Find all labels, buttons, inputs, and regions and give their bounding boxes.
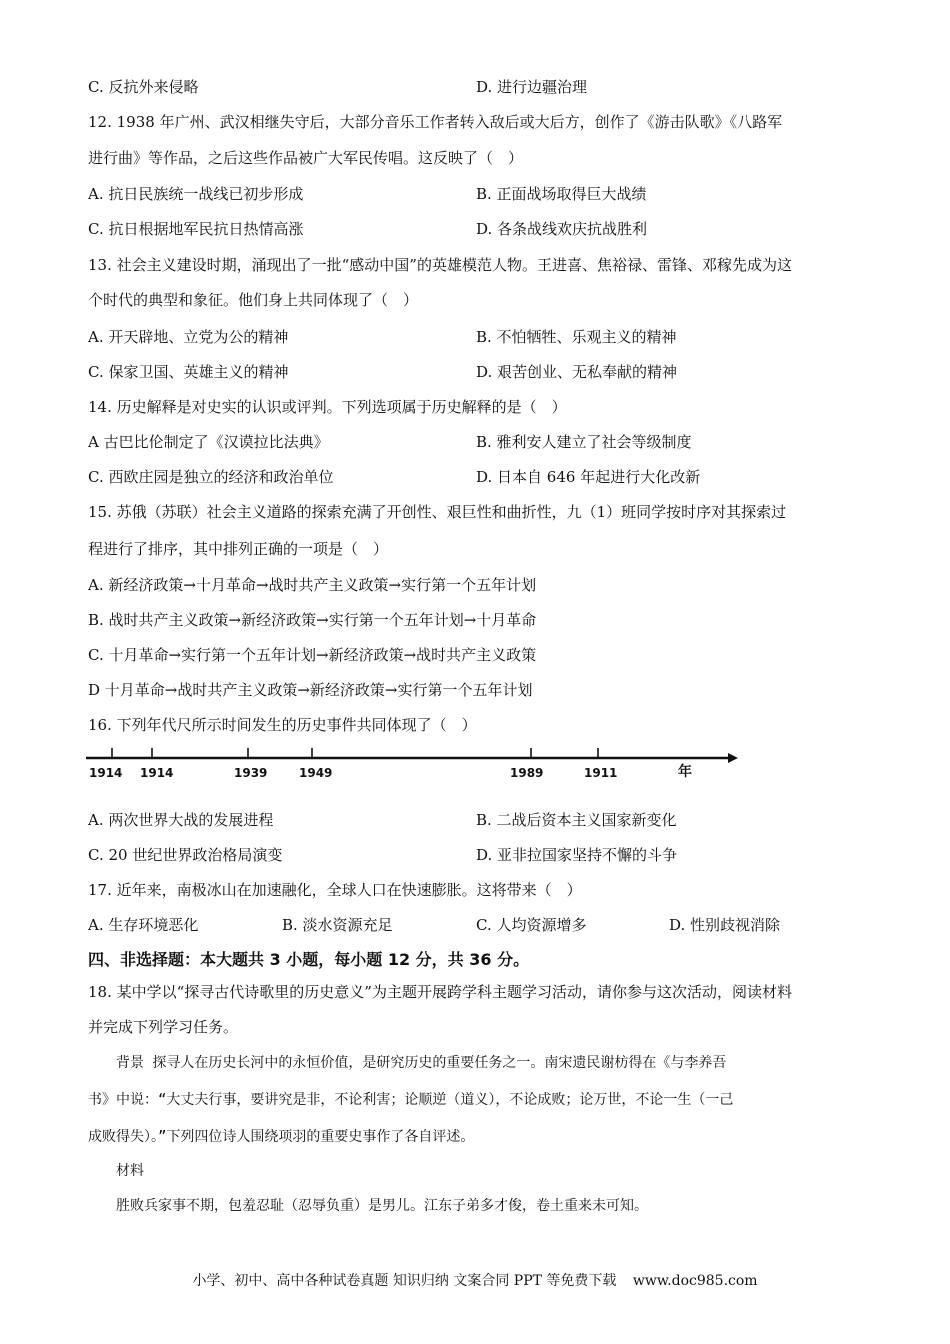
timeline-unit: 年 [678, 764, 692, 780]
q14-stem: 14. 历史解释是对史实的认识或评判。下列选项属于历史解释的是（ ） [88, 398, 567, 416]
q18-background-line3: 成败得失）。”下列四位诗人围绕项羽的重要史事作了各自评述。 [88, 1129, 475, 1145]
timeline-label: 1949 [299, 766, 333, 780]
q17-option-b: B. 淡水资源充足 [282, 916, 393, 934]
q16-option-a: A. 两次世界大战的发展进程 [88, 811, 274, 829]
q13-stem-line2: 个时代的典型和象征。他们身上共同体现了（ ） [88, 291, 419, 309]
timeline-arrow [728, 753, 738, 763]
q14-option-d: D. 日本自 646 年起进行大化改新 [476, 468, 701, 486]
q16-stem: 16. 下列年代尺所示时间发生的历史事件共同体现了（ ） [88, 716, 477, 734]
timeline-label: 1914 [89, 766, 123, 780]
q12-option-a: A. 抗日民族统一战线已初步形成 [88, 185, 304, 203]
q12-option-b: B. 正面战场取得巨大战绩 [476, 185, 647, 203]
footer-text: 小学、初中、高中各种试卷真题 知识归纳 文案合同 PPT 等免费下载 [192, 1273, 617, 1289]
footer-link[interactable]: www.doc985.com [632, 1273, 758, 1289]
q17-option-a: A. 生存环境恶化 [88, 916, 199, 934]
q14-option-b: B. 雅利安人建立了社会等级制度 [476, 433, 692, 451]
section-heading: 四、非选择题：本大题共 3 小题，每小题 12 分，共 36 分。 [88, 950, 530, 969]
q11-option-d: D. 进行边疆治理 [476, 78, 588, 96]
q18-material-label: 材料 [116, 1163, 144, 1179]
q13-option-d: D. 艰苦创业、无私奉献的精神 [476, 363, 678, 381]
q14-option-a: A 古巴比伦制定了《汉谟拉比法典》 [88, 433, 329, 451]
q13-stem-line1: 13. 社会主义建设时期，涌现出了一批“感动中国”的英雄模范人物。王进喜、焦裕禄、雷锋、邓稼先成为这 [88, 256, 792, 274]
q15-option-d: D 十月革命→战时共产主义政策→新经济政策→实行第一个五年计划 [88, 681, 533, 699]
q13-option-c: C. 保家卫国、英雄主义的精神 [88, 363, 289, 381]
timeline-label: 1914 [140, 766, 174, 780]
q16-option-d: D. 亚非拉国家坚持不懈的斗争 [476, 846, 678, 864]
timeline-label: 1939 [234, 766, 268, 780]
q18-poem: 胜败兵家事不期，包羞忍耻（忍辱负重）是男儿。江东子弟多才俊，卷土重来未可知。 [116, 1198, 648, 1214]
q13-option-b: B. 不怕牺牲、乐观主义的精神 [476, 328, 677, 346]
q12-stem-line2: 进行曲》等作品，之后这些作品被广大军民传唱。这反映了（ ） [88, 149, 524, 167]
q18-stem-line1: 18. 某中学以“探寻古代诗歌里的历史意义”为主题开展跨学科主题学习活动，请你参与这次活动，阅读材料 [88, 983, 792, 1001]
q16-option-c: C. 20 世纪世界政治格局演变 [88, 846, 283, 864]
timeline-label: 1911 [584, 766, 618, 780]
q18-stem-line2: 并完成下列学习任务。 [88, 1018, 239, 1036]
q15-option-a: A. 新经济政策→十月革命→战时共产主义政策→实行第一个五年计划 [88, 576, 537, 594]
q16-option-b: B. 二战后资本主义国家新变化 [476, 811, 677, 829]
q16-timeline [80, 740, 750, 790]
q17-option-d: D. 性别歧视消除 [669, 916, 781, 934]
page-footer [0, 1270, 950, 1290]
q18-background-line2: 书》中说：“大丈夫行事，要讲究是非，不论利害；论顺逆（道义），不论成败；论万世，不论一生（一己 [88, 1092, 734, 1108]
q12-option-d: D. 各条战线欢庆抗战胜利 [476, 220, 648, 238]
q17-stem: 17. 近年来，南极冰山在加速融化，全球人口在快速膨胀。这将带来（ ） [88, 881, 582, 899]
q17-option-c: C. 人均资源增多 [476, 916, 587, 934]
q15-option-c: C. 十月革命→实行第一个五年计划→新经济政策→战时共产主义政策 [88, 646, 537, 664]
q12-stem-line1: 12. 1938 年广州、武汉相继失守后，大部分音乐工作者转入敌后或大后方，创作了《游击队歌》《八路军 [88, 113, 783, 131]
q15-stem-line1: 15. 苏俄（苏联）社会主义道路的探索充满了开创性、艰巨性和曲折性，九（1）班同学按时序对其探索过 [88, 503, 787, 521]
timeline-label: 1989 [510, 766, 544, 780]
q14-option-c: C. 西欧庄园是独立的经济和政治单位 [88, 468, 334, 486]
q18-background-line1: 背景 探寻人在历史长河中的永恒价值，是研究历史的重要任务之一。南宋遗民谢枋得在《与李养吾 [116, 1055, 727, 1071]
q12-option-c: C. 抗日根据地军民抗日热情高涨 [88, 220, 304, 238]
q15-stem-line2: 程进行了排序，其中排列正确的一项是（ ） [88, 540, 389, 558]
q11-option-c: C. 反抗外来侵略 [88, 78, 199, 96]
q15-option-b: B. 战时共产主义政策→新经济政策→实行第一个五年计划→十月革命 [88, 611, 537, 629]
q13-option-a: A. 开天辟地、立党为公的精神 [88, 328, 289, 346]
